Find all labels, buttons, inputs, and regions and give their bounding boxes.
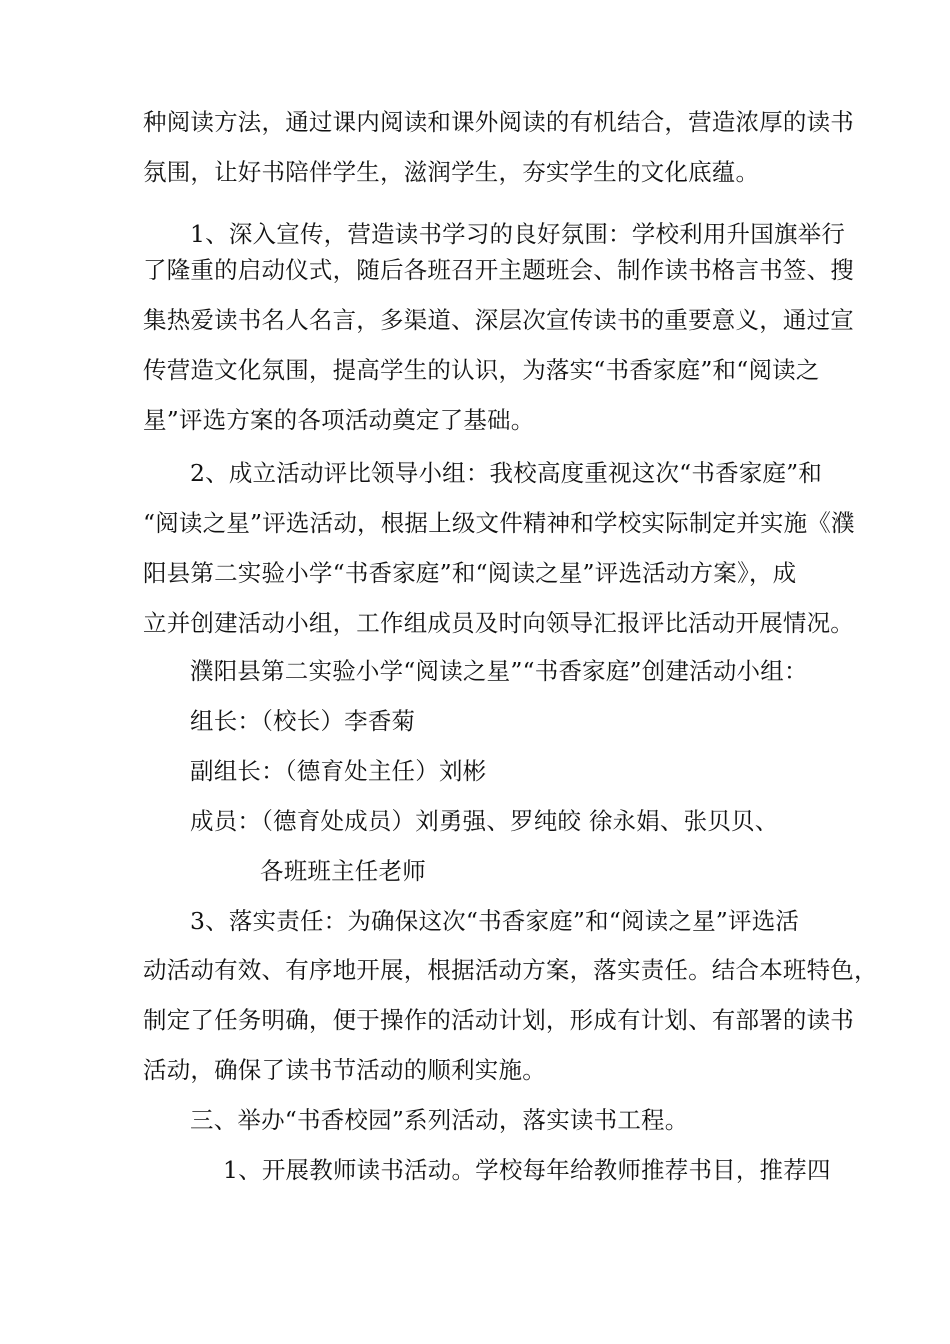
text-line: 星”评选方案的各项活动奠定了基础。 — [143, 406, 535, 434]
text-line: 动活动有效、有序地开展，根据活动方案，落实责任。结合本班特色， — [143, 956, 878, 984]
text-line: 1、深入宣传，营造读书学习的良好氛围：学校利用升国旗举行 — [190, 220, 846, 248]
text-line: 氛围，让好书陪伴学生，滋润学生，夯实学生的文化底蕴。 — [143, 158, 760, 186]
text-line: 立并创建活动小组，工作组成员及时向领导汇报评比活动开展情况。 — [143, 609, 854, 637]
text-line: 组长：（校长）李香菊 — [190, 707, 416, 735]
text-line: 濮阳县第二实验小学“阅读之星”“书香家庭”创建活动小组： — [190, 657, 808, 685]
text-line: 3、落实责任：为确保这次“书香家庭”和“阅读之星”评选活 — [190, 907, 800, 935]
text-line: 传营造文化氛围，提高学生的认识，为落实“书香家庭”和“阅读之 — [143, 356, 820, 384]
text-line: 了隆重的启动仪式，随后各班召开主题班会、制作读书格言书签、搜 — [143, 256, 854, 284]
text-line: 制定了任务明确，便于操作的活动计划，形成有计划、有部署的读书 — [143, 1006, 854, 1034]
text-line: 各班班主任老师 — [260, 857, 426, 885]
text-line: 2、成立活动评比领导小组：我校高度重视这次“书香家庭”和 — [190, 459, 823, 487]
text-line: “阅读之星”评选活动，根据上级文件精神和学校实际制定并实施《濮 — [143, 509, 855, 537]
text-line: 成员：（德育处成员）刘勇强、罗纯皎 徐永娟、张贝贝、 — [190, 807, 779, 835]
text-line: 1、开展教师读书活动。学校每年给教师推荐书目，推荐四 — [223, 1156, 831, 1184]
text-line: 三、举办“书香校园”系列活动，落实读书工程。 — [190, 1106, 689, 1134]
text-line: 副组长：（德育处主任）刘彬 — [190, 757, 487, 785]
text-line: 种阅读方法，通过课内阅读和课外阅读的有机结合，营造浓厚的读书 — [143, 108, 854, 136]
text-line: 集热爱读书名人名言，多渠道、深层次宣传读书的重要意义，通过宣 — [143, 306, 854, 334]
text-line: 活动，确保了读书节活动的顺利实施。 — [143, 1056, 546, 1084]
text-line: 阳县第二实验小学“书香家庭”和“阅读之星”评选活动方案》，成 — [143, 559, 797, 587]
